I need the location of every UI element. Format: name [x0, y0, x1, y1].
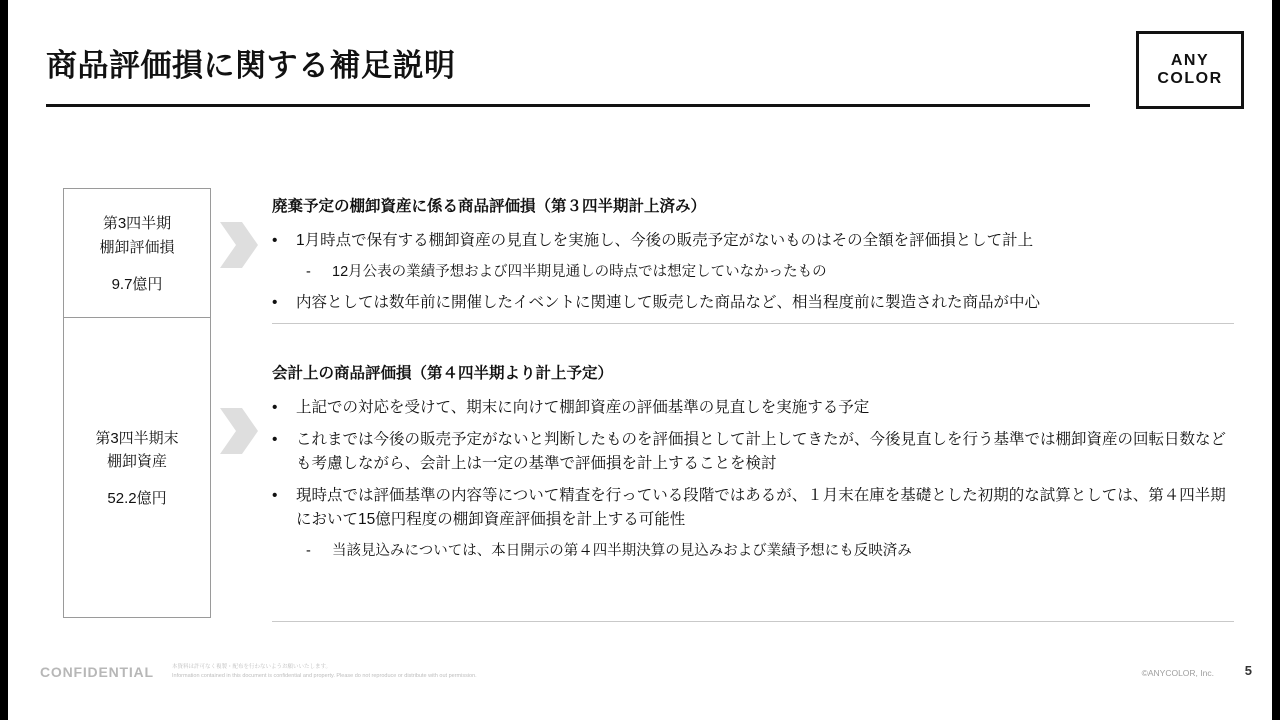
metric-title-line-2: 棚卸資産: [106, 453, 167, 470]
bullet-item-sub: [306, 261, 1232, 283]
section-divider: [272, 323, 1234, 324]
bullet-item: [272, 396, 1232, 420]
metric-title-line-1: 第3四半期末: [95, 429, 179, 447]
bullet-item: [272, 291, 1232, 315]
confidential-note-ja: 本資料は許可なく複製・配布を行わないようお願いいたします。: [172, 664, 332, 670]
bullet-marker: -: [306, 542, 311, 559]
bullet-marker: -: [306, 263, 311, 280]
slide-right-border: [1272, 0, 1280, 720]
content-block-q4: [272, 363, 1232, 570]
bullet-item: [272, 484, 1232, 532]
bullet-text: 内容としては数年前に開催したイベントに関連して販売した商品など、相当程度前に製造された商品が中心: [296, 294, 1041, 312]
arrow-right-icon: [220, 222, 258, 268]
confidential-note: [172, 663, 502, 682]
metric-title-line-1: 第3四半期: [102, 215, 172, 233]
bullet-item-sub: [306, 540, 1232, 562]
section-divider-bottom: [272, 621, 1234, 622]
bullet-item: [272, 428, 1232, 476]
block-heading: 廃棄予定の棚卸資産に係る商品評価損（第３四半期計上済み）: [272, 198, 707, 215]
bullet-marker: •: [272, 231, 278, 249]
bullet-text: 上記での対応を受けて、期末に向けて棚卸資産の評価基準の見直しを実施する予定: [296, 398, 870, 416]
block-heading: 会計上の商品評価損（第４四半期より計上予定）: [272, 365, 614, 382]
metric-cell-inventory-valuation-loss: [64, 189, 210, 318]
metric-title-line-2: 棚卸評価損: [99, 238, 175, 256]
bullet-marker: •: [272, 398, 278, 416]
bullet-item: [272, 229, 1232, 253]
confidential-label: CONFIDENTIAL: [40, 664, 154, 680]
content-block-q3: [272, 196, 1232, 323]
metric-value: 9.7億円: [111, 275, 163, 293]
anycolor-logo: [1136, 31, 1244, 109]
bullet-marker: •: [272, 486, 278, 504]
bullet-text: 現時点では評価基準の内容等について精査を行っている段階ではあるが、１月末在庫を基礎とした初期的な試算としては、第４四半期において15億円程度の棚卸資産評価損を計上する可能性: [296, 486, 1226, 528]
page-number: 5: [1244, 663, 1252, 678]
bullet-marker: •: [272, 430, 278, 448]
slide-left-border: [0, 0, 8, 720]
bullet-marker: •: [272, 294, 278, 312]
arrow-right-icon: [220, 408, 258, 454]
bullet-text: これまでは今後の販売予定がないと判断したものを評価損として計上してきたが、今後見直しを行う基準では棚卸資産の回転日数なども考慮しながら、会計上は一定の基準で評価損を計上することを検討: [296, 430, 1227, 472]
bullet-text: 1月時点で保有する棚卸資産の見直しを実施し、今後の販売予定がないものはその全額を評価損として計上: [296, 231, 1034, 249]
copyright-text: ©ANYCOLOR, Inc.: [1141, 668, 1214, 678]
logo-line-2: COLOR: [1157, 70, 1223, 87]
metric-value: 52.2億円: [107, 490, 167, 508]
logo-line-1: ANY: [1170, 52, 1210, 70]
page-title: 商品評価損に関する補足説明: [46, 48, 456, 83]
confidential-note-en: Information contained in this document is confidential and property. Please do not reproduce or distribute with out permission.: [172, 673, 477, 680]
metric-label-column: [63, 188, 211, 618]
title-underline: [46, 104, 1090, 107]
bullet-text: 12月公表の業績予想および四半期見通しの時点では想定していなかったもの: [332, 263, 827, 280]
metric-cell-inventory-assets: [64, 318, 210, 617]
bullet-text: 当該見込みについては、本日開示の第４四半期決算の見込みおよび業績予想にも反映済み: [332, 542, 912, 559]
